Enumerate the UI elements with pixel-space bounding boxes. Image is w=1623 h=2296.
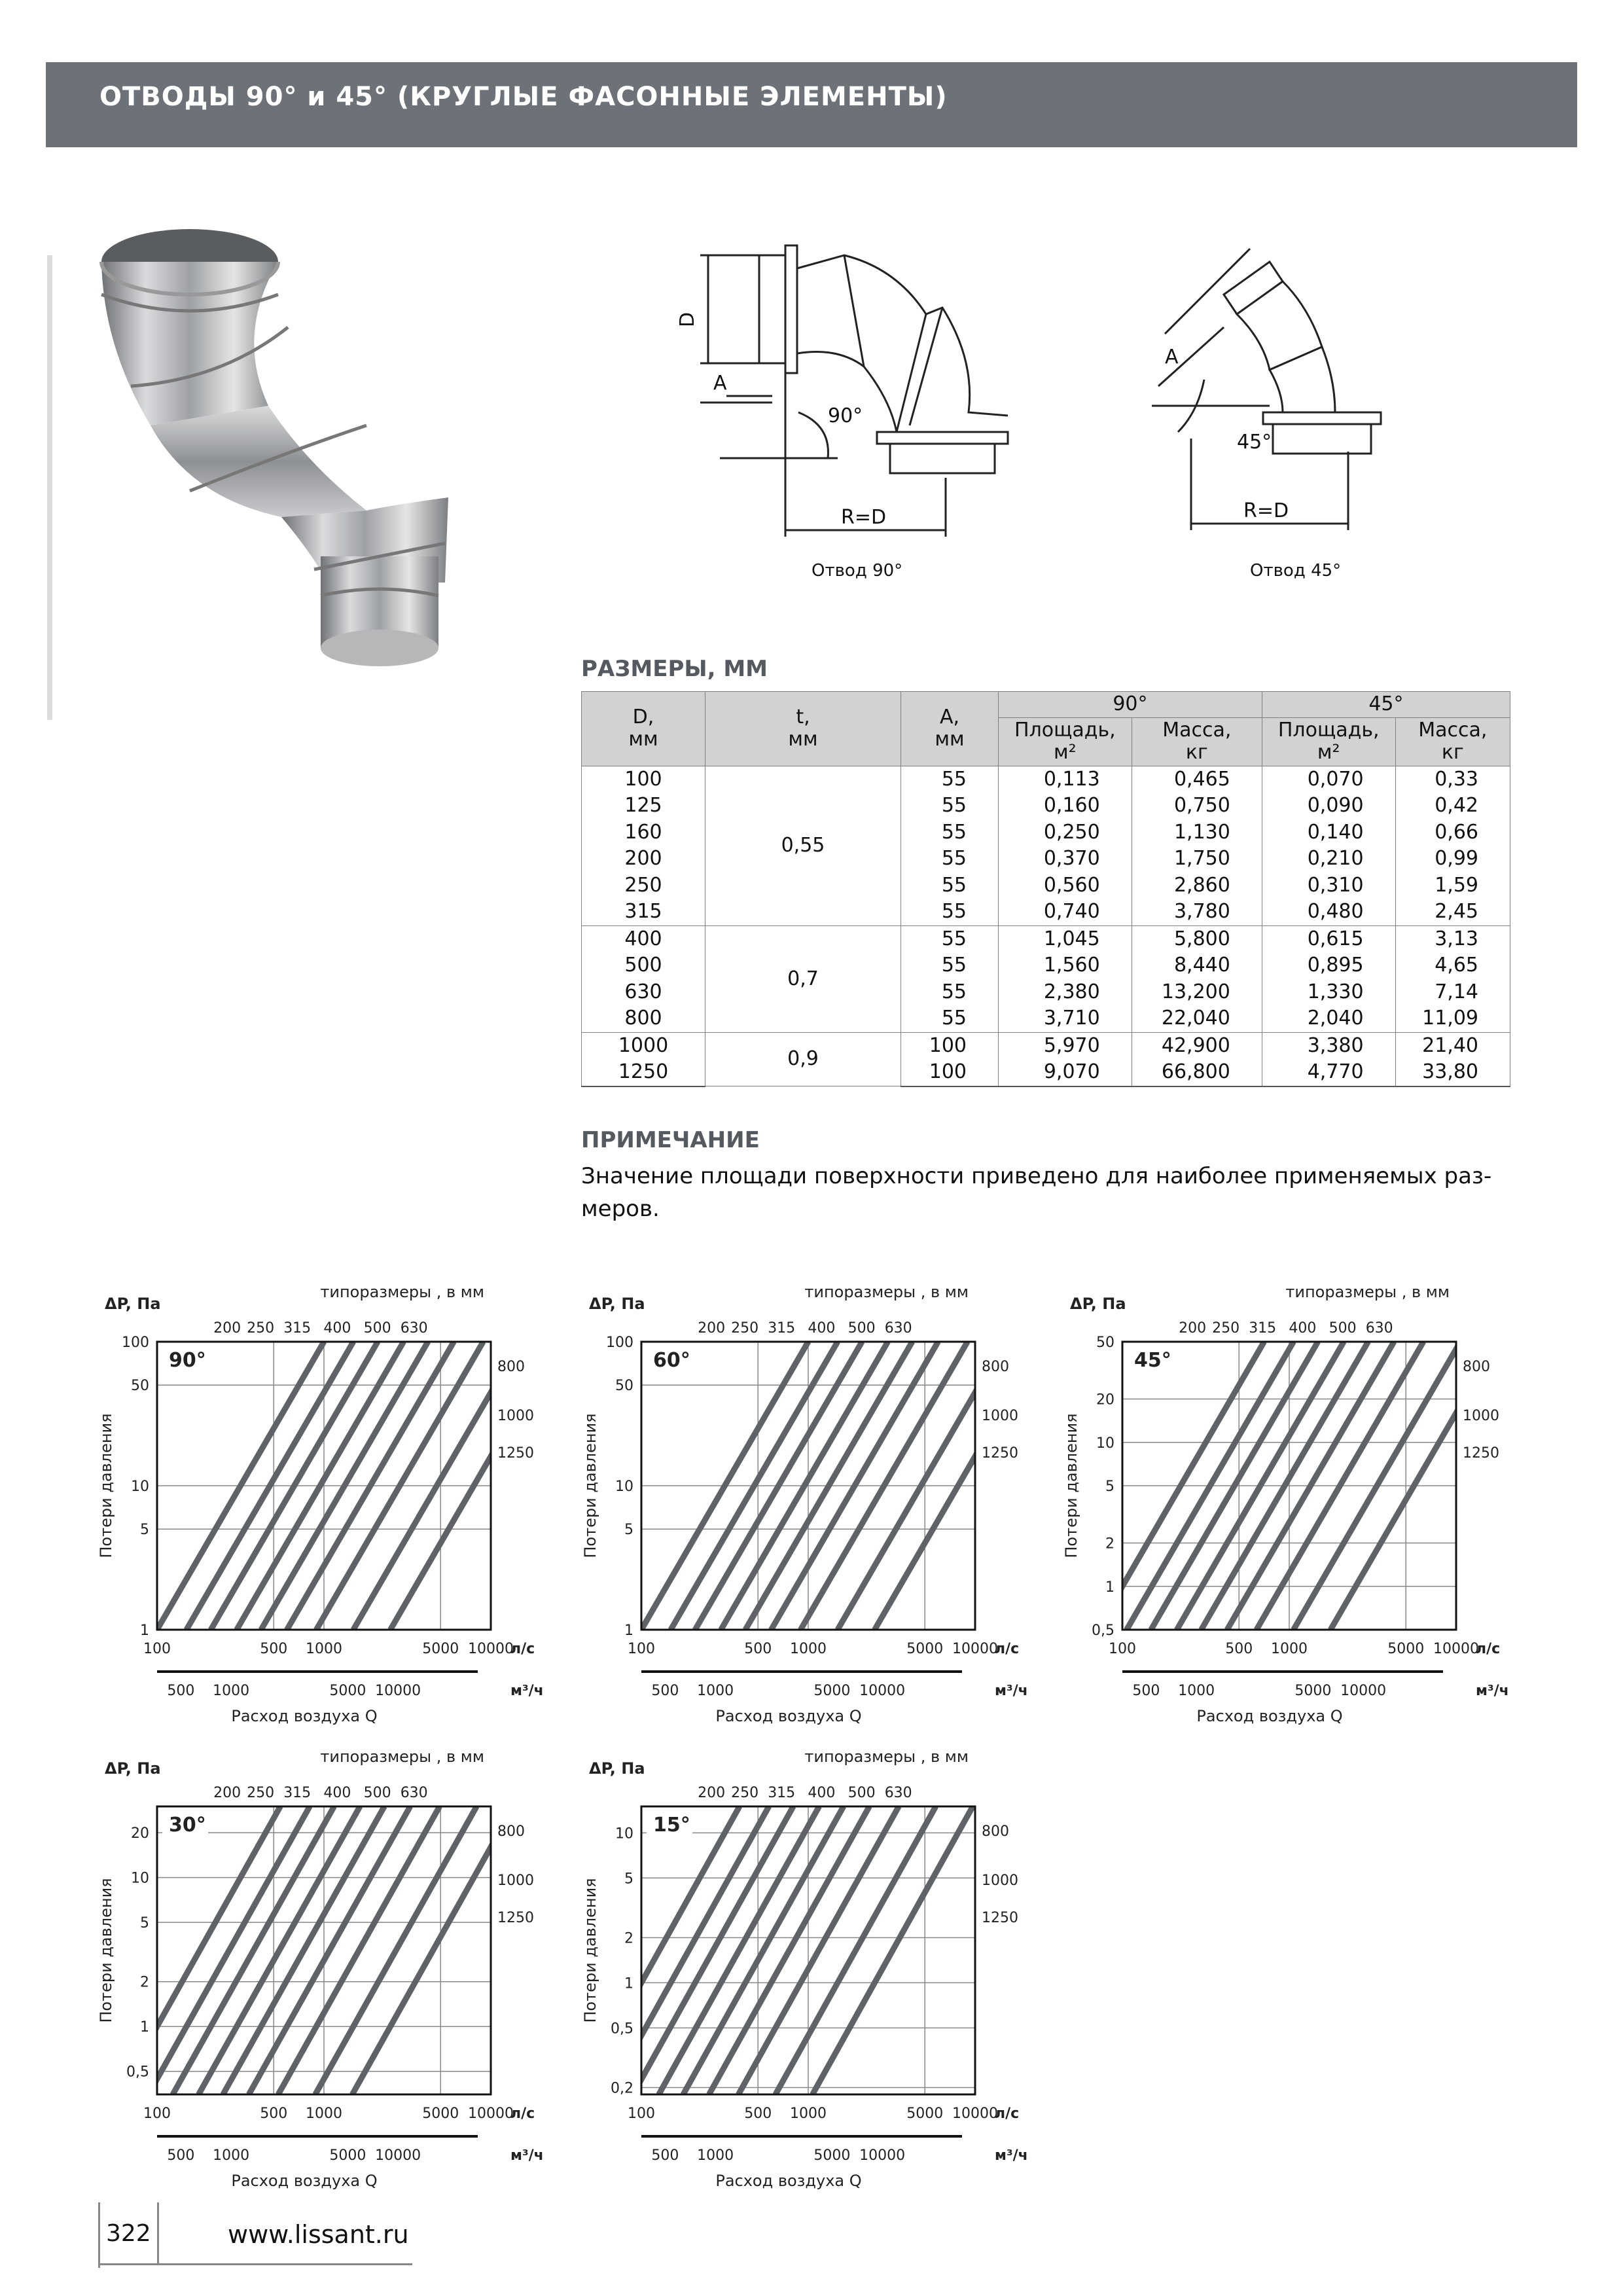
dims-cell: 0,210	[1262, 846, 1395, 872]
dims-cell: 42,900	[1132, 1032, 1262, 1059]
dims-cell: 3,380	[1262, 1032, 1395, 1059]
site-url: www.lissant.ru	[228, 2220, 409, 2249]
a-label-90: A	[713, 372, 727, 395]
dims-cell: 55	[901, 952, 999, 979]
chart-45	[1057, 1283, 1515, 1737]
caption-90: Отвод 90°	[812, 561, 903, 581]
dims-cell: 0,66	[1395, 819, 1510, 846]
m3-tick-label: 1000	[213, 1683, 250, 1699]
size-label-top: 500	[847, 1320, 876, 1336]
dims-cell: 55	[901, 979, 999, 1006]
size-label-side: 1250	[1463, 1445, 1499, 1462]
y-tick-label: 50	[615, 1378, 633, 1395]
y-tick-label: 1	[140, 2019, 149, 2036]
side-rule	[47, 255, 52, 720]
grid	[157, 1342, 491, 1630]
size-label-top: 315	[283, 1320, 312, 1336]
size-label-top: 200	[213, 1785, 241, 1801]
x-tick-label: 500	[744, 2106, 772, 2122]
dims-cell-t: 0,55	[705, 766, 901, 925]
dp-label: ΔP, Па	[1070, 1295, 1126, 1313]
y-axis-label: Потери давления	[97, 1413, 115, 1558]
size-label-top: 200	[213, 1320, 241, 1336]
series-line	[315, 1806, 476, 2094]
grid	[157, 1806, 491, 2094]
dp-label: ΔP, Па	[589, 1295, 645, 1313]
dims-cell: 2,860	[1132, 872, 1262, 899]
sizes-title: типоразмеры , в мм	[320, 1748, 484, 1766]
dims-cell: 55	[901, 925, 999, 952]
rd-label-45: R=D	[1243, 499, 1289, 522]
dims-cell: 13,200	[1132, 979, 1262, 1006]
dp-label: ΔP, Па	[105, 1295, 161, 1313]
x-tick-label: 5000	[906, 2106, 944, 2122]
dims-cell: 100	[582, 766, 705, 793]
note-text: Значение площади поверхности приведено для наиболее применяемых раз-меров.	[581, 1163, 1492, 1222]
size-label-top: 400	[323, 1320, 351, 1336]
x-axis-label: Расход воздуха Q	[231, 1707, 378, 1725]
grid	[641, 1342, 975, 1630]
y-tick-label: 5	[624, 1522, 633, 1539]
size-label-top: 400	[1289, 1320, 1317, 1336]
elbow-photo	[92, 216, 537, 674]
th-90: 90°	[999, 692, 1262, 718]
dims-cell: 1,750	[1132, 846, 1262, 872]
x-axis-label: Расход воздуха Q	[715, 1707, 862, 1725]
page-title: ОТВОДЫ 90° и 45° (КРУГЛЫЕ ФАСОННЫЕ ЭЛЕМЕНТЫ)	[99, 82, 948, 112]
angle-label: 30°	[169, 1814, 206, 1837]
y-axis-label: Потери давления	[581, 1413, 599, 1558]
size-label-top: 315	[768, 1320, 796, 1336]
chart-svg	[576, 1283, 1034, 1734]
size-label-side: 1250	[497, 1445, 534, 1462]
size-label-top: 630	[1365, 1320, 1393, 1336]
y-tick-label: 10	[615, 1825, 633, 1842]
footer-rule-left	[98, 2202, 100, 2268]
size-label-side: 800	[982, 1823, 1009, 1840]
size-label-top: 500	[847, 1785, 876, 1801]
m3-tick-label: 5000	[813, 2147, 851, 2164]
x-tick-label: 500	[260, 2106, 288, 2122]
m3-tick-label: 1000	[1178, 1683, 1215, 1699]
dims-cell: 55	[901, 872, 999, 899]
y-tick-label: 0,5	[611, 2020, 633, 2037]
y-tick-label: 0,5	[126, 2064, 149, 2081]
y-tick-label: 100	[122, 1335, 149, 1351]
dims-cell: 2,380	[999, 979, 1132, 1006]
dims-cell: 8,440	[1132, 952, 1262, 979]
x-tick-label: 1000	[306, 1641, 342, 1657]
series-line	[149, 1806, 310, 2094]
angle-45-label: 45°	[1237, 431, 1272, 454]
dims-cell: 3,13	[1395, 925, 1510, 952]
y-tick-label: 0,2	[611, 2080, 633, 2097]
chart-svg	[92, 1283, 550, 1734]
series-line	[659, 1806, 819, 2094]
page-header	[46, 62, 1577, 147]
m3-tick-label: 10000	[375, 2147, 421, 2164]
y-tick-label: 20	[1096, 1391, 1115, 1408]
dims-cell: 0,370	[999, 846, 1132, 872]
dims-cell-t: 0,7	[705, 925, 901, 1032]
m3-tick-label: 1000	[213, 2147, 250, 2164]
dp-label: ΔP, Па	[589, 1759, 645, 1778]
size-label-top: 500	[363, 1785, 391, 1801]
angle-label: 60°	[653, 1349, 690, 1372]
y-tick-label: 1	[624, 1975, 633, 1992]
dims-cell: 55	[901, 899, 999, 925]
dims-cell: 1,130	[1132, 819, 1262, 846]
dims-cell: 4,65	[1395, 952, 1510, 979]
page-number: 322	[106, 2220, 151, 2247]
dims-cell: 55	[901, 846, 999, 872]
size-label-side: 1000	[497, 1408, 534, 1424]
size-label-top: 200	[698, 1785, 726, 1801]
dims-cell: 11,09	[1395, 1005, 1510, 1032]
dims-cell: 4,770	[1262, 1059, 1395, 1086]
dims-cell: 0,895	[1262, 952, 1395, 979]
size-label-side: 800	[982, 1359, 1009, 1376]
m3-tick-label: 500	[167, 1683, 195, 1699]
size-label-top: 630	[400, 1320, 428, 1336]
chart-15	[576, 1748, 1034, 2202]
y-axis-label: Потери давления	[97, 1878, 115, 2023]
dims-cell: 55	[901, 766, 999, 793]
m3-unit: м³/ч	[510, 1683, 544, 1699]
dims-cell: 7,14	[1395, 979, 1510, 1006]
th-area-45: Площадь, м²	[1262, 717, 1395, 766]
size-label-top: 250	[247, 1785, 275, 1801]
dimensions-title: РАЗМЕРЫ, ММ	[581, 656, 768, 682]
x-tick-label: 1000	[790, 2106, 827, 2122]
series-line	[352, 1806, 513, 2094]
y-tick-label: 10	[1096, 1435, 1115, 1452]
y-tick-label: 10	[131, 1479, 149, 1495]
x-tick-label: 500	[1225, 1641, 1253, 1657]
size-label-side: 1000	[982, 1408, 1018, 1424]
size-label-top: 400	[808, 1320, 836, 1336]
size-label-side: 1000	[982, 1873, 1018, 1889]
dims-cell: 0,070	[1262, 766, 1395, 793]
dims-cell: 0,310	[1262, 872, 1395, 899]
dims-cell: 55	[901, 819, 999, 846]
size-label-side: 1000	[497, 1873, 534, 1889]
y-tick-label: 10	[131, 1870, 149, 1887]
y-tick-label: 100	[606, 1335, 633, 1351]
size-label-top: 630	[884, 1785, 912, 1801]
x-axis-label: Расход воздуха Q	[1196, 1707, 1343, 1725]
dims-cell: 55	[901, 1005, 999, 1032]
size-label-top: 250	[1212, 1320, 1240, 1336]
sizes-title: типоразмеры , в мм	[804, 1748, 969, 1766]
th-d: D, мм	[582, 692, 705, 766]
dims-cell: 1,560	[999, 952, 1132, 979]
size-label-top: 400	[808, 1785, 836, 1801]
size-label-top: 500	[1329, 1320, 1357, 1336]
dims-cell: 0,140	[1262, 819, 1395, 846]
series-line	[709, 1806, 869, 2094]
x-tick-label: 1000	[790, 1641, 827, 1657]
dims-cell: 0,113	[999, 766, 1132, 793]
m3-tick-label: 500	[167, 2147, 195, 2164]
x-tick-label: 5000	[1387, 1641, 1425, 1657]
m3-tick-label: 10000	[859, 2147, 906, 2164]
size-label-top: 315	[283, 1785, 312, 1801]
dims-cell: 400	[582, 925, 705, 952]
ls-unit: л/с	[995, 1641, 1020, 1657]
size-label-side: 800	[1463, 1359, 1490, 1376]
size-label-top: 250	[247, 1320, 275, 1336]
dims-cell: 0,160	[999, 793, 1132, 819]
x-tick-label: 5000	[422, 1641, 459, 1657]
size-label-top: 315	[768, 1785, 796, 1801]
dims-cell: 0,250	[999, 819, 1132, 846]
series-line	[776, 1806, 936, 2094]
x-tick-label: 10000	[1433, 1641, 1479, 1657]
m3-tick-label: 500	[651, 1683, 679, 1699]
chart-30	[92, 1748, 550, 2202]
x-axis-label: Расход воздуха Q	[231, 2172, 378, 2190]
x-tick-label: 500	[744, 1641, 772, 1657]
chart-svg	[576, 1748, 1034, 2199]
ls-unit: л/с	[1476, 1641, 1501, 1657]
x-tick-label: 10000	[952, 2106, 998, 2122]
sizes-title: типоразмеры , в мм	[1285, 1283, 1450, 1301]
dims-cell: 0,99	[1395, 846, 1510, 872]
dims-cell: 3,710	[999, 1005, 1132, 1032]
dims-cell: 21,40	[1395, 1032, 1510, 1059]
y-tick-label: 50	[131, 1378, 149, 1395]
ls-unit: л/с	[510, 1641, 535, 1657]
dims-cell: 0,480	[1262, 899, 1395, 925]
m3-tick-label: 10000	[375, 1683, 421, 1699]
dims-cell: 315	[582, 899, 705, 925]
rd-label-90: R=D	[841, 506, 887, 529]
note-title: ПРИМЕЧАНИЕ	[581, 1127, 760, 1153]
m3-tick-label: 500	[1132, 1683, 1160, 1699]
chart-svg	[92, 1748, 550, 2199]
a-label-45: A	[1165, 346, 1179, 368]
dims-cell: 55	[901, 793, 999, 819]
caption-45: Отвод 45°	[1250, 561, 1342, 581]
dims-cell: 200	[582, 846, 705, 872]
dims-cell: 2,45	[1395, 899, 1510, 925]
dims-row	[582, 925, 1510, 952]
y-axis-label: Потери давления	[1062, 1413, 1080, 1558]
dims-cell: 33,80	[1395, 1059, 1510, 1086]
dims-cell: 5,800	[1132, 925, 1262, 952]
y-tick-label: 1	[624, 1623, 633, 1639]
m3-tick-label: 500	[651, 2147, 679, 2164]
x-tick-label: 100	[1109, 1641, 1136, 1657]
x-tick-label: 100	[143, 2106, 171, 2122]
chart-60	[576, 1283, 1034, 1737]
angle-label: 15°	[653, 1814, 690, 1837]
size-label-top: 500	[363, 1320, 391, 1336]
size-label-top: 200	[1179, 1320, 1207, 1336]
m3-tick-label: 5000	[329, 1683, 366, 1699]
y-tick-label: 2	[140, 1974, 149, 1991]
dims-cell: 1000	[582, 1032, 705, 1059]
dims-cell: 0,740	[999, 899, 1132, 925]
dims-cell: 0,560	[999, 872, 1132, 899]
dims-cell: 500	[582, 952, 705, 979]
dims-cell: 0,33	[1395, 766, 1510, 793]
m3-tick-label: 10000	[1340, 1683, 1387, 1699]
size-label-side: 1250	[982, 1910, 1018, 1927]
y-tick-label: 20	[131, 1825, 149, 1842]
th-area-90: Площадь, м²	[999, 717, 1132, 766]
dims-row	[582, 766, 1510, 793]
th-t: t, мм	[705, 692, 901, 766]
angle-label: 45°	[1134, 1349, 1171, 1372]
angle-label: 90°	[169, 1349, 206, 1372]
y-tick-label: 5	[140, 1915, 149, 1932]
x-tick-label: 1000	[1271, 1641, 1308, 1657]
m3-tick-label: 5000	[813, 1683, 851, 1699]
th-45: 45°	[1262, 692, 1510, 718]
angle-90-label: 90°	[828, 404, 863, 427]
series-line	[609, 1806, 769, 2094]
y-tick-label: 1	[140, 1623, 149, 1639]
dims-cell: 22,040	[1132, 1005, 1262, 1032]
size-label-side: 800	[497, 1359, 525, 1376]
size-label-side: 1000	[1463, 1408, 1499, 1424]
x-tick-label: 10000	[468, 1641, 514, 1657]
size-label-top: 630	[884, 1320, 912, 1336]
dims-cell: 1,59	[1395, 872, 1510, 899]
y-tick-label: 2	[1105, 1535, 1115, 1552]
m3-tick-label: 1000	[697, 2147, 734, 2164]
x-tick-label: 100	[628, 2106, 655, 2122]
chart-svg	[1057, 1283, 1515, 1734]
size-label-top: 400	[323, 1785, 351, 1801]
y-tick-label: 5	[1105, 1479, 1115, 1495]
size-label-top: 315	[1249, 1320, 1277, 1336]
m3-unit: м³/ч	[995, 2147, 1028, 2164]
elbow-drawings	[676, 216, 1479, 609]
m3-unit: м³/ч	[510, 2147, 544, 2164]
size-label-side: 1250	[982, 1445, 1018, 1462]
dims-cell: 250	[582, 872, 705, 899]
x-tick-label: 10000	[468, 2106, 514, 2122]
dims-cell: 0,750	[1132, 793, 1262, 819]
y-tick-label: 5	[140, 1522, 149, 1539]
dims-cell: 1,330	[1262, 979, 1395, 1006]
th-mass-90: Масса, кг	[1132, 717, 1262, 766]
ls-unit: л/с	[995, 2106, 1020, 2122]
sizes-title: типоразмеры , в мм	[804, 1283, 969, 1301]
y-tick-label: 0,5	[1092, 1623, 1115, 1639]
dims-cell: 100	[901, 1032, 999, 1059]
dp-label: ΔP, Па	[105, 1759, 161, 1778]
size-label-top: 630	[400, 1785, 428, 1801]
y-tick-label: 50	[1096, 1335, 1115, 1351]
series-line	[813, 1806, 973, 2094]
th-mass-45: Масса, кг	[1395, 717, 1510, 766]
m3-tick-label: 5000	[329, 2147, 366, 2164]
y-tick-label: 1	[1105, 1579, 1115, 1596]
m3-tick-label: 5000	[1294, 1683, 1332, 1699]
ls-unit: л/с	[510, 2106, 535, 2122]
sizes-title: типоразмеры , в мм	[320, 1283, 484, 1301]
size-label-side: 1250	[497, 1910, 534, 1927]
y-tick-label: 2	[624, 1930, 633, 1947]
dimensions-table	[581, 691, 1510, 1087]
dims-cell: 125	[582, 793, 705, 819]
th-a: A, мм	[901, 692, 999, 766]
m3-unit: м³/ч	[995, 1683, 1028, 1699]
x-tick-label: 100	[628, 1641, 655, 1657]
y-tick-label: 5	[624, 1871, 633, 1888]
x-tick-label: 5000	[906, 1641, 944, 1657]
y-tick-label: 10	[615, 1479, 633, 1495]
x-axis-label: Расход воздуха Q	[715, 2172, 862, 2190]
size-label-side: 800	[497, 1823, 525, 1840]
x-tick-label: 500	[260, 1641, 288, 1657]
dims-cell: 1250	[582, 1059, 705, 1086]
dims-cell: 0,090	[1262, 793, 1395, 819]
dims-cell: 2,040	[1262, 1005, 1395, 1032]
dims-cell: 0,42	[1395, 793, 1510, 819]
m3-tick-label: 1000	[697, 1683, 734, 1699]
size-label-top: 200	[698, 1320, 726, 1336]
x-tick-label: 5000	[422, 2106, 459, 2122]
footer-separator	[157, 2202, 159, 2265]
m3-tick-label: 10000	[859, 1683, 906, 1699]
x-tick-label: 1000	[306, 2106, 342, 2122]
dims-cell: 800	[582, 1005, 705, 1032]
chart-90	[92, 1283, 550, 1737]
m3-unit: м³/ч	[1476, 1683, 1509, 1699]
dims-cell: 100	[901, 1059, 999, 1086]
dims-cell: 5,970	[999, 1032, 1132, 1059]
dims-cell: 160	[582, 819, 705, 846]
dims-cell-t: 0,9	[705, 1032, 901, 1086]
dims-cell: 1,045	[999, 925, 1132, 952]
x-tick-label: 100	[143, 1641, 171, 1657]
dims-cell: 3,780	[1132, 899, 1262, 925]
dims-cell: 0,465	[1132, 766, 1262, 793]
x-tick-label: 10000	[952, 1641, 998, 1657]
footer-rule	[98, 2263, 412, 2265]
dims-cell: 630	[582, 979, 705, 1006]
dims-row	[582, 1032, 1510, 1059]
d-label: D	[676, 312, 699, 327]
series-line	[199, 1806, 360, 2094]
dims-cell: 0,615	[1262, 925, 1395, 952]
size-label-top: 250	[731, 1320, 759, 1336]
series-line	[249, 1806, 410, 2094]
grid	[1122, 1342, 1456, 1630]
y-axis-label: Потери давления	[581, 1878, 599, 2023]
size-label-top: 250	[731, 1785, 759, 1801]
dims-cell: 66,800	[1132, 1059, 1262, 1086]
dims-cell: 9,070	[999, 1059, 1132, 1086]
